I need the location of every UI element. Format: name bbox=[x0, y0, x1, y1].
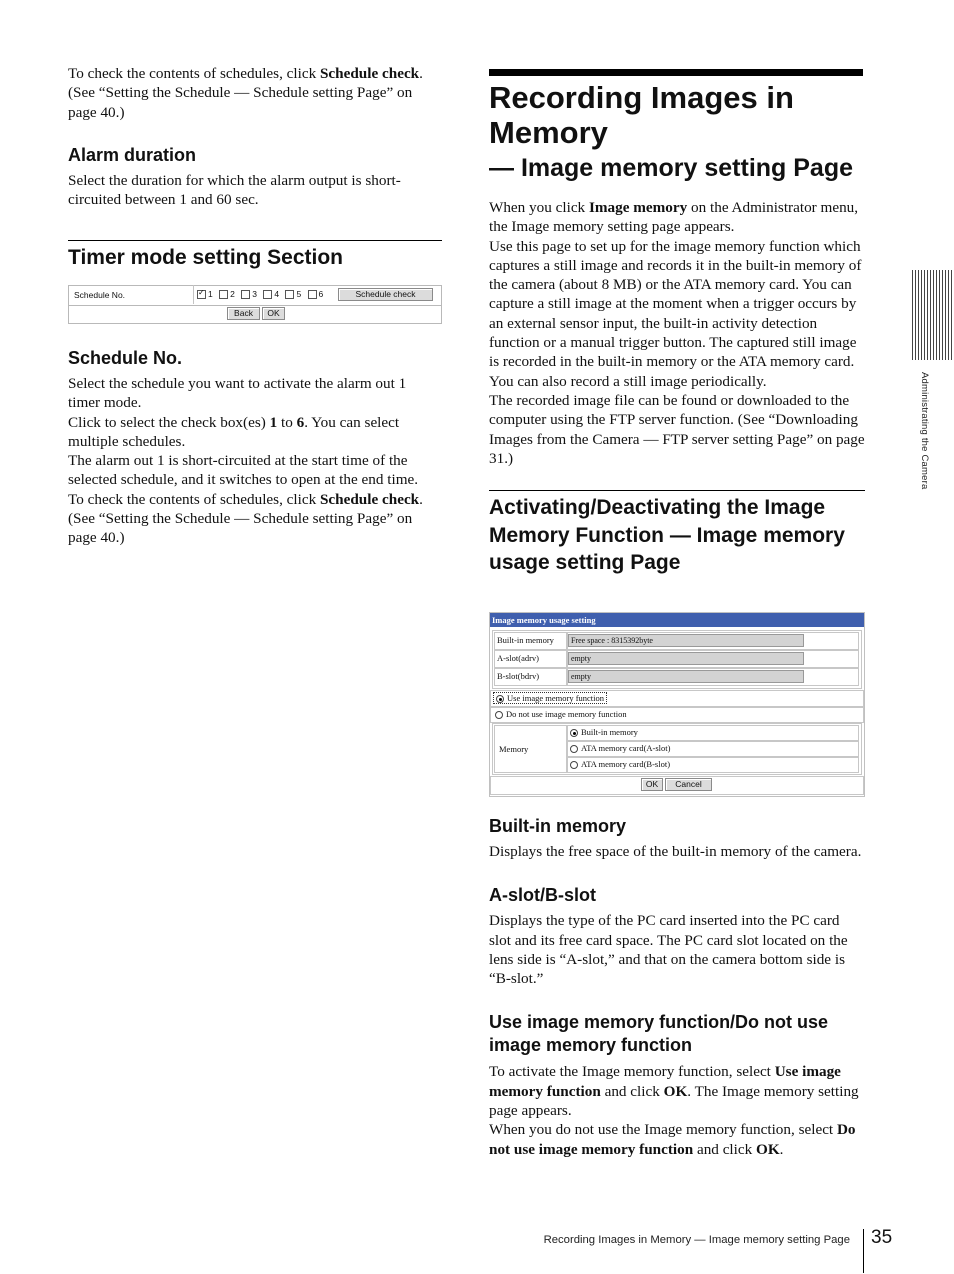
memory-label: Memory bbox=[499, 744, 529, 754]
schedule-check-button[interactable]: Schedule check bbox=[338, 288, 433, 301]
ok-button-timer[interactable]: OK bbox=[262, 307, 285, 320]
form-title-bar: Image memory usage setting bbox=[490, 613, 864, 627]
memory-option-a-slot[interactable]: ATA memory card(A-slot) bbox=[570, 743, 671, 753]
running-title: Recording Images in Memory — Image memory setting Page bbox=[543, 1234, 850, 1246]
alarm-duration-heading: Alarm duration bbox=[68, 144, 197, 165]
intro-p2: Use this page to set up for the image memory function which captures a still image and records it in the built-in memory of the camera (about 8 MB) or the ATA memory card. You can capture a still image at the moment when a trigger occurs by an external sensor input, the built-in activity detection function or a manual trigger button. The captured still image is recorded in the built-in memory or the ATA memory card. You can also record a still image periodically. bbox=[489, 237, 862, 390]
schedule-no-label: Schedule No. bbox=[74, 290, 126, 300]
page-number: 35 bbox=[871, 1227, 893, 1248]
schedule-checkbox-6[interactable] bbox=[308, 290, 317, 299]
image-memory-usage-form bbox=[489, 612, 865, 797]
title-bar bbox=[489, 69, 863, 76]
timer-section-heading: Timer mode setting Section bbox=[68, 246, 343, 270]
use-memory-radio[interactable]: Use image memory function bbox=[493, 692, 607, 704]
page-subtitle: — Image memory setting Page bbox=[489, 154, 854, 182]
schedule-no-p4: To check the contents of schedules, click Schedule check. (See “Setting the Schedule — Schedule setting Page” on page 40.) bbox=[68, 490, 423, 547]
activating-heading: Activating/Deactivating the Image Memory Function — Image memory usage setting Page bbox=[489, 496, 845, 575]
memory-option-builtin[interactable]: Built-in memory bbox=[570, 727, 638, 737]
schedule-checkbox-3[interactable] bbox=[241, 290, 250, 299]
right-intro bbox=[489, 198, 865, 577]
not-use-memory-radio[interactable]: Do not use image memory function bbox=[495, 709, 627, 719]
usefn-p1: To activate the Image memory function, select Use image memory function and click OK. The Image memory setting page appears. bbox=[489, 1063, 859, 1120]
builtin-memory-value: Free space : 8315392byte bbox=[568, 634, 804, 647]
usefn-heading: Use image memory function/Do not use image memory function bbox=[489, 1012, 829, 1056]
left-column bbox=[68, 64, 442, 271]
alarm-duration-body: Select the duration for which the alarm output is short-circuited between 1 and 60 sec. bbox=[68, 171, 401, 209]
footer-divider bbox=[863, 1229, 864, 1273]
b-slot-label: B-slot(bdrv) bbox=[497, 671, 540, 681]
page-title: Recording Images in Memory bbox=[489, 80, 794, 150]
side-tab-lines bbox=[912, 270, 954, 360]
side-tab-label: Administrating the Camera bbox=[919, 372, 930, 490]
timer-mode-form bbox=[68, 285, 442, 323]
intro-paragraph: To check the contents of schedules, click Schedule check. (See “Setting the Schedule — Schedule setting Page” on page 40.) bbox=[68, 65, 423, 121]
a-slot-value: empty bbox=[568, 652, 804, 665]
schedule-checkbox-5[interactable] bbox=[285, 290, 294, 299]
back-button[interactable]: Back bbox=[227, 307, 260, 320]
aslot-body: Displays the type of the PC card inserted into the PC card slot and its free card space. The PC card slot located on the lens side is “A-slot,” and that on the camera bottom side is “B-slot.” bbox=[489, 912, 848, 988]
usefn-p2: When you do not use the Image memory function, select Do not use image memory function and click OK. bbox=[489, 1121, 856, 1158]
schedule-no-section bbox=[68, 347, 442, 548]
timer-section-rule bbox=[68, 240, 442, 271]
schedule-no-p1: Select the schedule you want to activate the alarm out 1 timer mode. bbox=[68, 375, 407, 412]
builtin-memory-label: Built-in memory bbox=[497, 635, 554, 645]
schedule-checkbox-2[interactable] bbox=[219, 290, 228, 299]
cancel-button[interactable]: Cancel bbox=[665, 778, 712, 791]
builtin-memory-body: Displays the free space of the built-in memory of the camera. bbox=[489, 843, 862, 860]
schedule-checkbox-4[interactable] bbox=[263, 290, 272, 299]
schedule-no-p2: Click to select the check box(es) 1 to 6. You can select multiple schedules. bbox=[68, 413, 400, 450]
aslot-heading: A-slot/B-slot bbox=[489, 885, 596, 906]
right-details bbox=[489, 815, 865, 1159]
a-slot-label: A-slot(adrv) bbox=[497, 653, 540, 663]
memory-option-b-slot[interactable]: ATA memory card(B-slot) bbox=[570, 759, 670, 769]
schedule-checkbox-group: ✓ 1 2 3 4 5 6 bbox=[197, 289, 323, 299]
builtin-memory-heading: Built-in memory bbox=[489, 816, 627, 836]
schedule-checkbox-1[interactable] bbox=[197, 290, 206, 299]
ok-button-memory[interactable]: OK bbox=[641, 778, 663, 791]
page-title-block bbox=[489, 80, 869, 183]
intro-p3: The recorded image file can be found or downloaded to the computer using the FTP server function. (See “Downloading Images from the Camera — FTP server setting Page” on page 31.) bbox=[489, 391, 865, 467]
schedule-no-heading: Schedule No. bbox=[68, 348, 183, 368]
intro-p1: When you click Image memory on the Administrator menu, the Image memory setting page appears. bbox=[489, 199, 859, 236]
schedule-no-p3: The alarm out 1 is short-circuited at the start time of the selected schedule, and it switches to open at the end time. bbox=[68, 452, 419, 489]
activating-rule bbox=[489, 490, 865, 577]
b-slot-value: empty bbox=[568, 670, 804, 683]
